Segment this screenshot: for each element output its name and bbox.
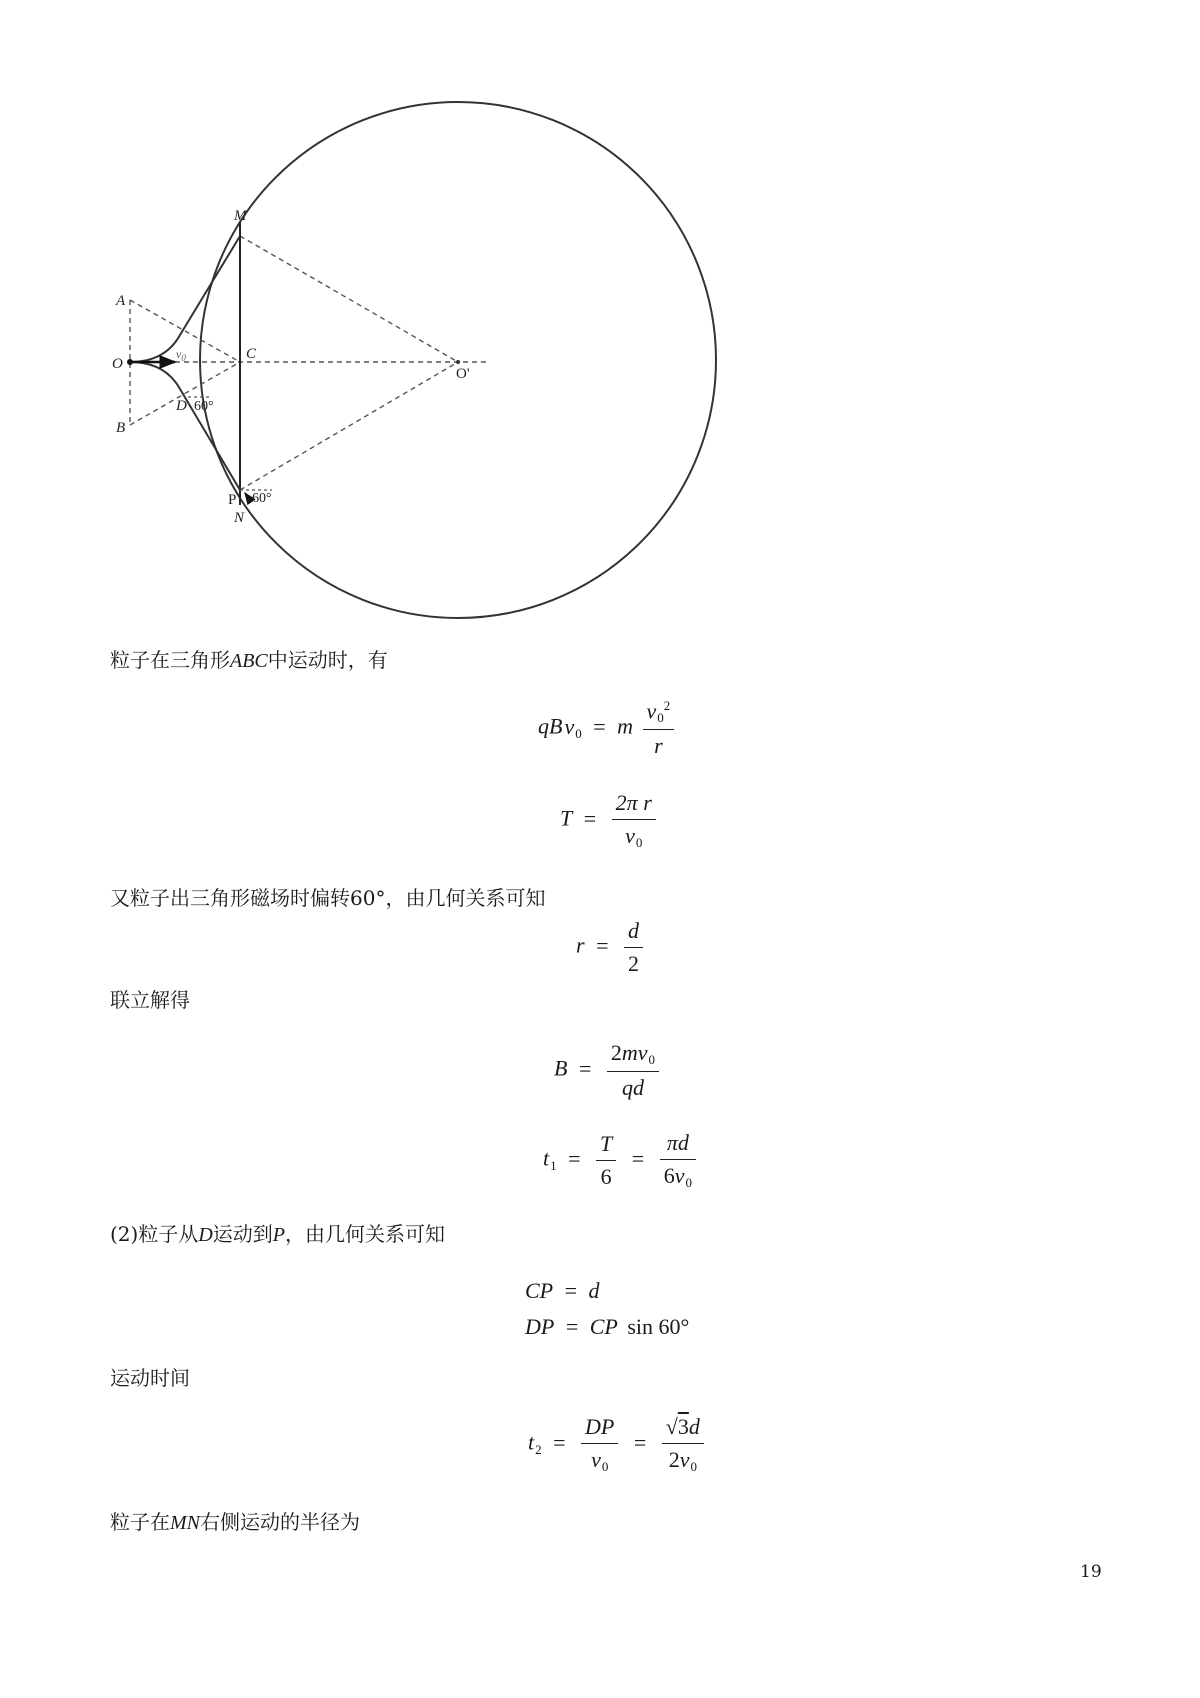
label-n: N	[234, 510, 245, 526]
label-b: B	[116, 420, 126, 436]
equation-8: $t_2$ = $\frac{DP}{v_0}$ = $\frac{√3d}{2v_0}$	[528, 1414, 708, 1475]
upper-trajectory	[130, 236, 240, 362]
equation-5: $t_1$ = $\frac{T}{6}$ = $\frac{\pi d}{6v_0}$	[543, 1130, 700, 1191]
label-angle-d: 60°	[194, 399, 214, 414]
text-line-2: 又粒子出三角形磁场时偏转60°，由几何关系可知	[110, 886, 546, 910]
label-p: P	[228, 492, 237, 508]
text-line-5: 运动时间	[110, 1366, 190, 1390]
label-a: A	[116, 293, 126, 309]
equation-7: DP = CP sin 60°	[525, 1314, 690, 1339]
label-o: O	[112, 356, 123, 372]
equation-6: CP = d	[525, 1278, 600, 1303]
label-m: M	[234, 208, 247, 224]
geometry-figure	[0, 0, 1200, 640]
lower-trajectory	[130, 362, 240, 490]
text-line-6: 粒子在MN右侧运动的半径为	[110, 1510, 360, 1534]
equation-2: T = $\frac{\text{2π r}}{v_0}$	[560, 790, 660, 851]
equation-4: B = $\frac{2mv_0}{qd}$	[554, 1040, 663, 1101]
label-o-prime: O'	[456, 366, 470, 382]
label-d: D	[176, 398, 187, 414]
text-line-4: (2)粒子从D运动到P，由几何关系可知	[110, 1222, 446, 1246]
page-number: 19	[1080, 1562, 1102, 1582]
equation-1: qBv$_0$ = m $\frac{v_0^2}{r}$	[538, 698, 678, 759]
text-line-3: 联立解得	[110, 988, 190, 1012]
equation-3: r = $\frac{d}{2}$	[576, 918, 647, 977]
label-angle-p: 60°	[252, 491, 272, 506]
text-line-1: 粒子在三角形ABC中运动时，有	[110, 648, 388, 672]
label-c: C	[246, 346, 257, 362]
label-v0: $v_0$	[176, 347, 186, 363]
